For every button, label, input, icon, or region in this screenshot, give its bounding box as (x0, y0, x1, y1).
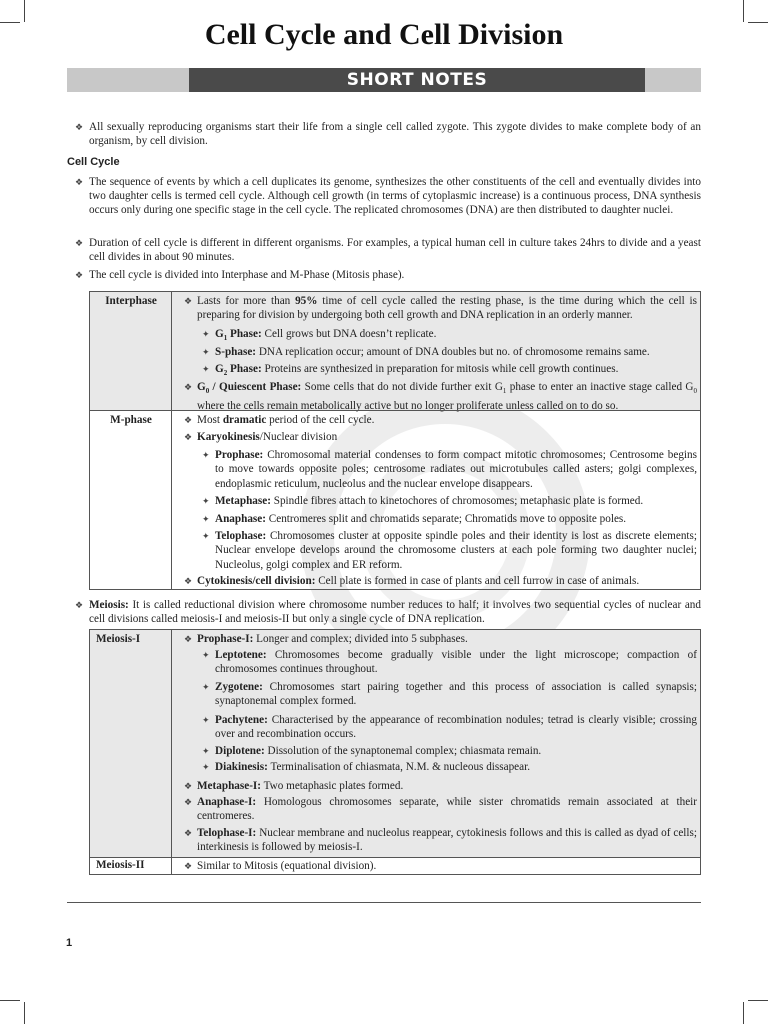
diamond-bullet-icon: ❖ (184, 576, 193, 586)
section-heading: Cell Cycle (67, 156, 120, 168)
meiosis-table (89, 629, 701, 875)
cross-bullet-icon: ✦ (202, 746, 210, 756)
short-notes-banner (67, 68, 701, 92)
cross-bullet-icon: ✦ (202, 531, 210, 541)
intro-text: All sexually reproducing organisms start their life from a single cell called zygote. This zygote divides to make complete body of an organism, by cell division. (89, 121, 701, 147)
table-row-meiosis-1 (90, 630, 700, 857)
diamond-bullet-icon: ❖ (75, 122, 84, 132)
g1-phase-item: ✦ $G_1$ Phase: Cell grows but DNA doesn’t replicate. (202, 328, 437, 343)
g2-phase-item: ✦ $G_2$ Phase: Proteins are synthesized in preparation for mitosis while cell growth continues. (202, 363, 619, 378)
footer-divider (67, 902, 701, 903)
page-number: 1 (66, 937, 73, 949)
diakinesis-item: ✦ Diakinesis: Terminalisation of chiasmata, N.M. & nucleous dissapear. (202, 761, 531, 773)
metaphase-1-point: ❖ Metaphase-I: Two metaphasic plates formed. (184, 780, 404, 792)
cell-cycle-point-text: Duration of cell cycle is different in different organisms. For examples, a typical human cell in culture takes 24hrs to divide and a yeast cell divides in about 90 minutes. (89, 237, 701, 263)
g0-phase-item: ❖ $G_0$ / Quiescent Phase: Some cells that do not divide further exit $G_1$ phase to enter an inactive stage called $G_0$ where the cells remain metabolically active but no longer proliferate unless called on to do so. (184, 381, 697, 412)
zygotene-item: ✦ Zygotene: Chromosomes start pairing together and this process of association is called synapsis; synaptonemal complex formed. (202, 681, 697, 708)
cross-bullet-icon: ✦ (202, 762, 210, 772)
diamond-bullet-icon: ❖ (75, 177, 84, 187)
prophase-1-point: ❖ Prophase-I: Longer and complex; divided into 5 subphases. (184, 633, 468, 645)
diamond-bullet-icon: ❖ (184, 781, 193, 791)
diamond-bullet-icon: ❖ (184, 382, 193, 392)
row-label: Meiosis-I (90, 630, 172, 857)
short-notes-label: SHORT NOTES (189, 68, 645, 92)
cross-bullet-icon: ✦ (202, 329, 210, 339)
cell-cycle-point-text: The cell cycle is divided into Interphase and M-Phase (Mitosis phase). (89, 269, 405, 281)
cell-cycle-table (89, 291, 701, 590)
prophase-item: ✦ Prophase: Chromosomal material condenses to form compact mitotic chromosomes; Centrosome begins to move towards opposite poles; centrosome radiates out microtubules called asters; golgi complexes, endoplasmic reticulum, nucleolus and the nuclear envelope disappears. (202, 449, 697, 490)
diamond-bullet-icon: ❖ (75, 238, 84, 248)
diplotene-item: ✦ Diplotene: Dissolution of the synaptonemal complex; chiasmata remain. (202, 745, 542, 757)
diamond-bullet-icon: ❖ (184, 415, 193, 425)
cell-cycle-point (75, 236, 701, 264)
cross-bullet-icon: ✦ (202, 496, 210, 506)
diamond-bullet-icon: ❖ (184, 432, 193, 442)
row-label: Interphase (90, 292, 172, 410)
crop-mark (748, 1000, 768, 1001)
table-row-meiosis-2 (90, 857, 700, 874)
cell-cycle-point (75, 268, 701, 282)
intro-paragraph (75, 120, 701, 148)
table-row-mphase (90, 410, 700, 589)
karyokinesis-point: ❖ Karyokinesis/Nuclear division (184, 431, 338, 443)
anaphase-1-point: ❖ Anaphase-I: Homologous chromosomes separate, while sister chromatids remain associated at their centromeres. (184, 796, 697, 823)
metaphase-item: ✦ Metaphase: Spindle fibres attach to kinetochores of chromosomes; metaphasic plate is formed. (202, 495, 644, 507)
diamond-bullet-icon: ❖ (184, 797, 193, 807)
cross-bullet-icon: ✦ (202, 650, 210, 660)
meiosis-intro-text: It is called reductional division where chromosome number reduces to half; it involves two sequential cycles of nuclear and cell divisions called meiosis-I and meiosis-II but only a single cycle of DNA replication. (89, 599, 701, 625)
mphase-point: ❖ Most dramatic period of the cell cycle. (184, 414, 375, 426)
diamond-bullet-icon: ❖ (75, 600, 84, 610)
diamond-bullet-icon: ❖ (184, 296, 193, 306)
telophase-1-point: ❖ Telophase-I: Nuclear membrane and nucleolus reappear, cytokinesis follows and this is called as dyad of cells; interkinesis is followed by meiosis-I. (184, 827, 697, 854)
telophase-item: ✦ Telophase: Chromosomes cluster at opposite spindle poles and their identity is lost as discrete elements; Nuclear envelope develops around the chromosome clusters at each pole forming two daughter nuclei; Nucleolus, golgi complex and ER reform. (202, 530, 697, 571)
cross-bullet-icon: ✦ (202, 715, 210, 725)
cross-bullet-icon: ✦ (202, 514, 210, 524)
cross-bullet-icon: ✦ (202, 364, 210, 374)
row-label: Meiosis-II (90, 858, 172, 874)
cross-bullet-icon: ✦ (202, 682, 210, 692)
crop-mark (743, 1002, 744, 1024)
leptotene-item: ✦ Leptotene: Chromosomes become gradually visible under the light microscope; compaction of chromosomes continues throughout. (202, 649, 697, 676)
diamond-bullet-icon: ❖ (184, 828, 193, 838)
cell-cycle-point (75, 175, 701, 217)
row-label: M-phase (90, 411, 172, 589)
meiosis-2-point: ❖ Similar to Mitosis (equational division). (184, 860, 377, 872)
meiosis-intro (75, 598, 701, 626)
crop-mark (24, 1002, 25, 1024)
diamond-bullet-icon: ❖ (75, 270, 84, 280)
cell-cycle-point-text: The sequence of events by which a cell duplicates its genome, synthesizes the other constituents of the cell and eventually divides into two daughter cells is termed cell cycle. Although cell growth (in terms of cytoplasmic increase) is a continuous process, DNA synthesis occurs only during one specific stage in the cell cycle. The replicated chromosomes (DNA) are then distributed to daughter nuclei. (89, 176, 701, 216)
interphase-lead: ❖ Lasts for more than 95% time of cell cycle called the resting phase, is the time during which the cell is preparing for division by undergoing both cell growth and DNA replication in an orderly manner. (184, 295, 697, 322)
crop-mark (0, 1000, 20, 1001)
cross-bullet-icon: ✦ (202, 347, 210, 357)
meiosis-intro-label: Meiosis: (89, 599, 129, 611)
pachytene-item: ✦ Pachytene: Characterised by the appearance of recombination nodules; tetrad is clearly visible; crossing over and recombination occurs. (202, 714, 697, 741)
diamond-bullet-icon: ❖ (184, 861, 193, 871)
cytokinesis-point: ❖ Cytokinesis/cell division: Cell plate is formed in case of plants and cell furrow in case of animals. (184, 575, 640, 587)
table-row-interphase (90, 292, 700, 410)
cross-bullet-icon: ✦ (202, 450, 210, 460)
diamond-bullet-icon: ❖ (184, 634, 193, 644)
page-title: Cell Cycle and Cell Division (204, 18, 564, 51)
anaphase-item: ✦ Anaphase: Centromeres split and chromatids separate; Chromatids move to opposite poles. (202, 513, 627, 525)
s-phase-item: ✦ S-phase: DNA replication occur; amount of DNA doubles but no. of chromosome remains same. (202, 346, 650, 358)
